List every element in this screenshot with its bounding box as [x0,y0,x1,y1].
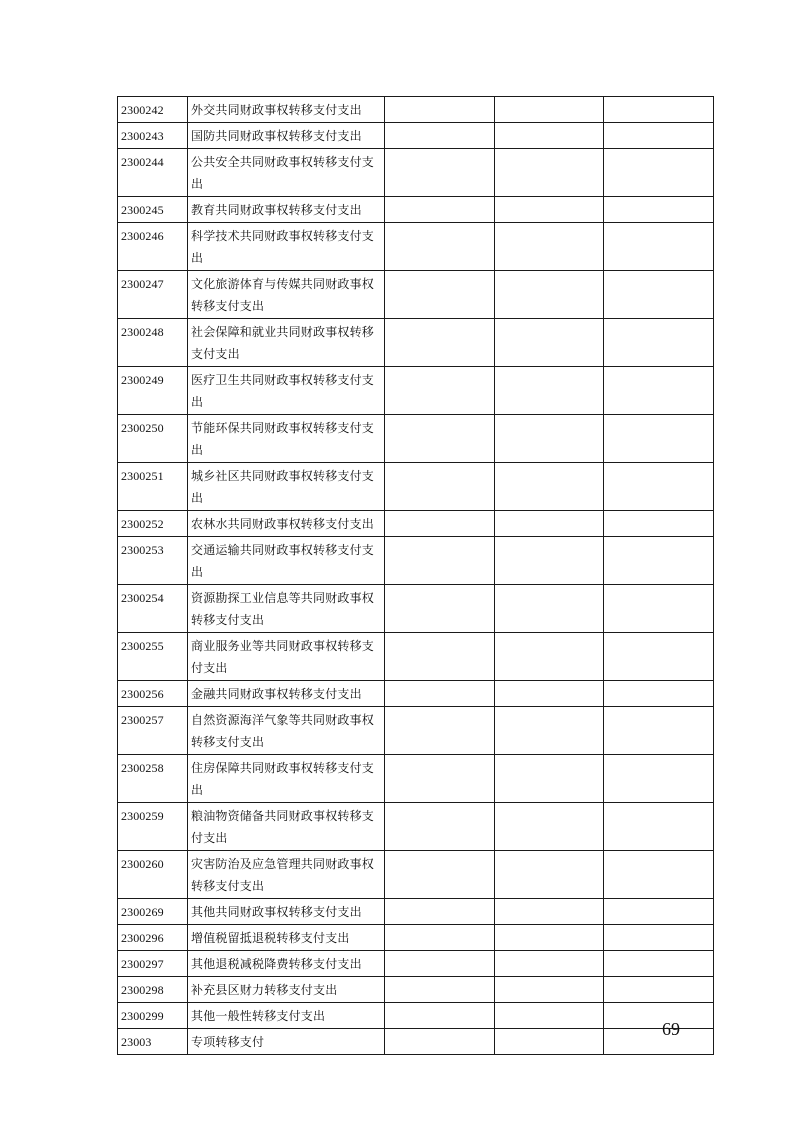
value-cell [604,367,714,415]
value-cell [385,977,495,1003]
value-cell [385,415,495,463]
subject-code-cell: 2300258 [118,755,188,803]
subject-code-cell: 2300259 [118,803,188,851]
value-cell [385,899,495,925]
subject-name-cell: 增值税留抵退税转移支付支出 [188,925,385,951]
value-cell [604,899,714,925]
table-row [118,803,714,851]
value-cell [495,681,604,707]
value-cell [385,123,495,149]
subject-code-cell: 23003 [118,1029,188,1055]
value-cell [604,803,714,851]
value-cell [385,925,495,951]
value-cell [385,851,495,899]
subject-name-cell: 城乡社区共同财政事权转移支付支出 [188,463,385,511]
value-cell [495,707,604,755]
value-cell [604,925,714,951]
table-row [118,537,714,585]
subject-name-cell: 交通运输共同财政事权转移支付支出 [188,537,385,585]
table-row [118,223,714,271]
value-cell [495,977,604,1003]
subject-name-cell: 医疗卫生共同财政事权转移支付支出 [188,367,385,415]
value-cell [495,319,604,367]
value-cell [495,1003,604,1029]
subject-code-cell: 2300244 [118,149,188,197]
subject-name-cell: 社会保障和就业共同财政事权转移支付支出 [188,319,385,367]
value-cell [495,197,604,223]
value-cell [495,899,604,925]
value-cell [385,367,495,415]
value-cell [495,585,604,633]
table-row [118,415,714,463]
table-row [118,197,714,223]
value-cell [604,851,714,899]
value-cell [495,415,604,463]
subject-name-cell: 其他共同财政事权转移支付支出 [188,899,385,925]
table-row [118,925,714,951]
subject-code-cell: 2300248 [118,319,188,367]
table-row [118,681,714,707]
value-cell [604,97,714,123]
value-cell [604,633,714,681]
value-cell [604,707,714,755]
value-cell [495,463,604,511]
subject-code-cell: 2300254 [118,585,188,633]
subject-name-cell: 商业服务业等共同财政事权转移支付支出 [188,633,385,681]
subject-name-cell: 国防共同财政事权转移支付支出 [188,123,385,149]
subject-code-cell: 2300243 [118,123,188,149]
value-cell [604,977,714,1003]
value-cell [604,319,714,367]
value-cell [385,223,495,271]
table-row [118,463,714,511]
value-cell [604,951,714,977]
table-row [118,977,714,1003]
subject-code-cell: 2300269 [118,899,188,925]
value-cell [385,755,495,803]
value-cell [604,537,714,585]
value-cell [495,123,604,149]
subject-code-cell: 2300255 [118,633,188,681]
subject-name-cell: 文化旅游体育与传媒共同财政事权转移支付支出 [188,271,385,319]
table-row [118,123,714,149]
value-cell [385,197,495,223]
value-cell [604,511,714,537]
subject-name-cell: 金融共同财政事权转移支付支出 [188,681,385,707]
table-row [118,271,714,319]
value-cell [495,633,604,681]
subject-name-cell: 灾害防治及应急管理共同财政事权转移支付支出 [188,851,385,899]
value-cell [495,951,604,977]
value-cell [385,707,495,755]
subject-code-cell: 2300256 [118,681,188,707]
subject-code-cell: 2300242 [118,97,188,123]
value-cell [385,633,495,681]
subject-name-cell: 外交共同财政事权转移支付支出 [188,97,385,123]
subject-code-cell: 2300247 [118,271,188,319]
value-cell [495,755,604,803]
subject-name-cell: 专项转移支付 [188,1029,385,1055]
value-cell [385,803,495,851]
value-cell [385,1003,495,1029]
subject-code-cell: 2300249 [118,367,188,415]
value-cell [385,585,495,633]
table-row [118,97,714,123]
table-row [118,707,714,755]
subject-name-cell: 自然资源海洋气象等共同财政事权转移支付支出 [188,707,385,755]
value-cell [385,97,495,123]
table-body [118,97,714,1055]
value-cell [385,681,495,707]
subject-code-cell: 2300246 [118,223,188,271]
subject-name-cell: 科学技术共同财政事权转移支付支出 [188,223,385,271]
value-cell [604,463,714,511]
table-row [118,149,714,197]
value-cell [385,1029,495,1055]
value-cell [495,223,604,271]
value-cell [604,415,714,463]
value-cell [604,223,714,271]
value-cell [604,585,714,633]
value-cell [385,319,495,367]
table-row [118,511,714,537]
table-row [118,1029,714,1055]
value-cell [385,511,495,537]
subject-code-cell: 2300257 [118,707,188,755]
subject-name-cell: 其他一般性转移支付支出 [188,1003,385,1029]
table-row [118,899,714,925]
subject-name-cell: 粮油物资储备共同财政事权转移支付支出 [188,803,385,851]
page-number: 69 [662,1019,680,1039]
subject-code-cell: 2300297 [118,951,188,977]
value-cell [604,271,714,319]
table-row [118,851,714,899]
value-cell [495,925,604,951]
subject-code-cell: 2300299 [118,1003,188,1029]
subject-name-cell: 公共安全共同财政事权转移支付支出 [188,149,385,197]
subject-code-cell: 2300252 [118,511,188,537]
subject-name-cell: 住房保障共同财政事权转移支付支出 [188,755,385,803]
value-cell [495,1029,604,1055]
table-row [118,755,714,803]
subject-name-cell: 其他退税减税降费转移支付支出 [188,951,385,977]
subject-name-cell: 教育共同财政事权转移支付支出 [188,197,385,223]
table-row [118,585,714,633]
value-cell [495,271,604,319]
value-cell [385,271,495,319]
value-cell [385,537,495,585]
value-cell [604,197,714,223]
value-cell [385,149,495,197]
value-cell [495,149,604,197]
table-row [118,1003,714,1029]
table-row [118,633,714,681]
table-row [118,319,714,367]
value-cell [495,367,604,415]
value-cell [385,951,495,977]
value-cell [604,123,714,149]
subject-code-cell: 2300251 [118,463,188,511]
subject-code-cell: 2300245 [118,197,188,223]
subject-code-cell: 2300260 [118,851,188,899]
value-cell [385,463,495,511]
subject-name-cell: 资源勘探工业信息等共同财政事权转移支付支出 [188,585,385,633]
table-row [118,367,714,415]
value-cell [604,681,714,707]
value-cell [604,755,714,803]
subject-name-cell: 节能环保共同财政事权转移支付支出 [188,415,385,463]
subject-code-cell: 2300250 [118,415,188,463]
subject-code-cell: 2300298 [118,977,188,1003]
value-cell [495,511,604,537]
value-cell [604,149,714,197]
table-row [118,951,714,977]
value-cell [495,851,604,899]
subject-name-cell: 补充县区财力转移支付支出 [188,977,385,1003]
subject-code-cell: 2300253 [118,537,188,585]
subject-code-cell: 2300296 [118,925,188,951]
value-cell [495,803,604,851]
subject-name-cell: 农林水共同财政事权转移支付支出 [188,511,385,537]
value-cell [495,537,604,585]
value-cell [495,97,604,123]
budget-table [117,96,714,1055]
